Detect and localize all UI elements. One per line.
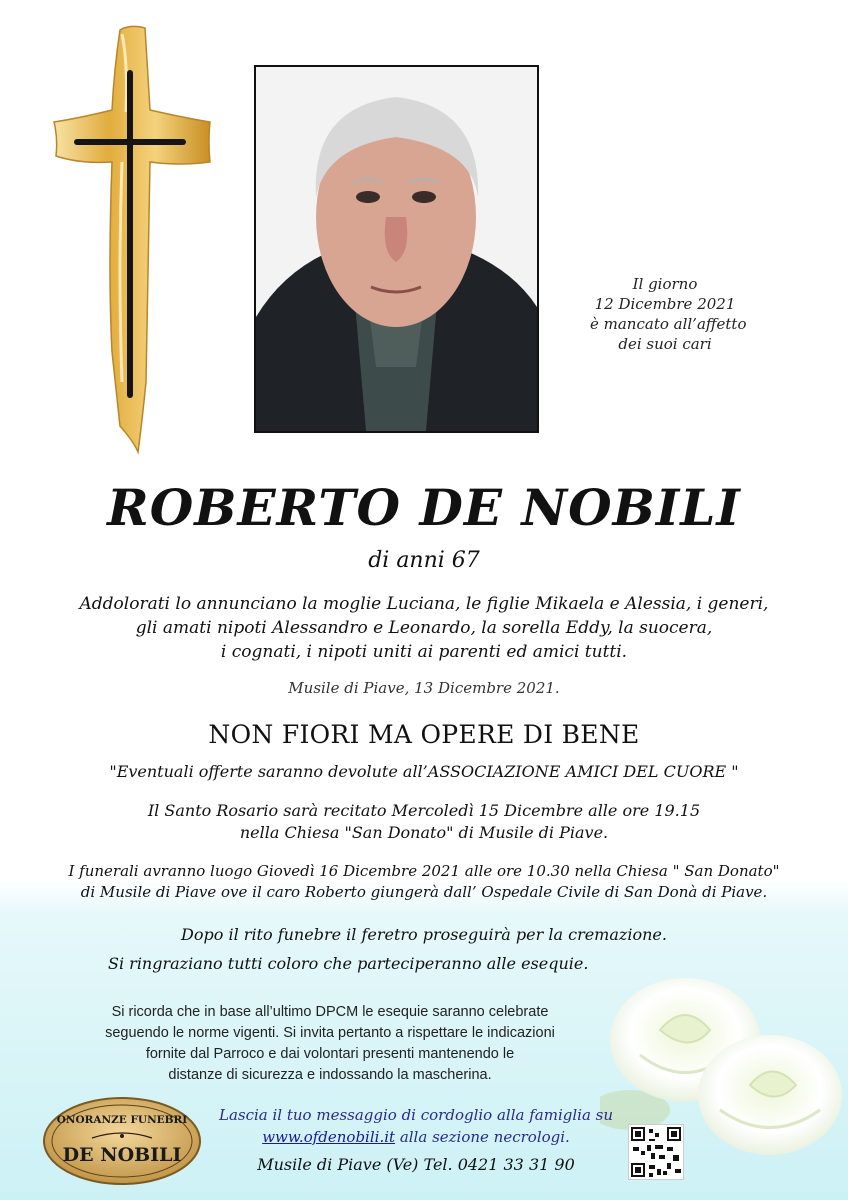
rosary-info xyxy=(0,800,848,844)
funeral-line: di Musile di Piave ove il caro Roberto giungerà dall’ Ospedale Civile di San Donà di Piave. xyxy=(80,883,768,901)
logo-title: DE NOBILI xyxy=(62,1144,182,1166)
family-announcement xyxy=(40,592,808,664)
dpcm-line: Si ricorda che in base all’ultimo DPCM le esequie saranno celebrate xyxy=(111,1004,549,1020)
announcement-line: i cognati, i nipoti uniti ai parenti ed amici tutti. xyxy=(220,642,628,662)
funeral-info xyxy=(0,861,848,903)
logo-subtitle: ONORANZE FUNEBRI xyxy=(56,1114,188,1126)
gold-cross-icon xyxy=(50,22,220,462)
rosary-line: nella Chiesa "San Donato" di Musile di Piave. xyxy=(239,823,609,842)
condolence-line-2 xyxy=(206,1126,626,1148)
offerings-note: "Eventuali offerte saranno devolute all’ASSOCIAZIONE AMICI DEL CUORE " xyxy=(109,762,739,781)
death-notice-side-text xyxy=(590,274,747,354)
condolence-line: Lascia il tuo messaggio di cordoglio alla famiglia su xyxy=(218,1106,614,1124)
deceased-age: di anni 67 xyxy=(368,548,480,573)
announcement-line: gli amati nipoti Alessandro e Leonardo, la sorella Eddy, la suocera, xyxy=(135,618,713,638)
footer-contact: Musile di Piave (Ve) Tel. 0421 33 31 90 xyxy=(257,1155,575,1174)
funeral-home-logo xyxy=(42,1096,202,1186)
place-date: Musile di Piave, 13 Dicembre 2021. xyxy=(288,679,560,697)
no-flowers-heading: NON FIORI MA OPERE DI BENE xyxy=(208,720,640,749)
funeral-line: I funerali avranno luogo Giovedì 16 Dicembre 2021 alle ore 10.30 nella Chiesa " San Donato" xyxy=(68,862,780,880)
dpcm-line: fornite dal Parroco e dai volontari presenti mantenendo le xyxy=(145,1046,515,1062)
qr-code-icon[interactable] xyxy=(628,1124,684,1180)
side-note-line: 12 Dicembre 2021 xyxy=(594,295,736,313)
condolence-suffix: alla sezione necrologi. xyxy=(395,1128,570,1146)
side-note-line: dei suoi cari xyxy=(618,335,712,353)
website-link[interactable]: www.ofdenobili.it xyxy=(262,1128,396,1146)
cremation-note: Dopo il rito funebre il feretro proseguirà per la cremazione. xyxy=(181,925,667,944)
dpcm-line: seguendo le norme vigenti. Si invita pertanto a rispettare le indicazioni xyxy=(105,1025,555,1041)
side-note-line: è mancato all’affetto xyxy=(590,315,747,333)
announcement-line: Addolorati lo annunciano la moglie Luciana, le figlie Mikaela e Alessia, i generi, xyxy=(79,594,769,614)
deceased-name: ROBERTO DE NOBILI xyxy=(107,478,741,537)
condolence-message xyxy=(206,1104,626,1148)
dpcm-notice xyxy=(50,1002,610,1086)
portrait-photo xyxy=(254,65,539,433)
rosary-line: Il Santo Rosario sarà recitato Mercoledì 15 Dicembre alle ore 19.15 xyxy=(147,801,701,820)
thanks-note: Si ringraziano tutti coloro che parteciperanno alle esequie. xyxy=(108,954,589,973)
side-note-line: Il giorno xyxy=(632,275,698,293)
dpcm-line: distanze di sicurezza e indossando la mascherina. xyxy=(168,1067,492,1083)
